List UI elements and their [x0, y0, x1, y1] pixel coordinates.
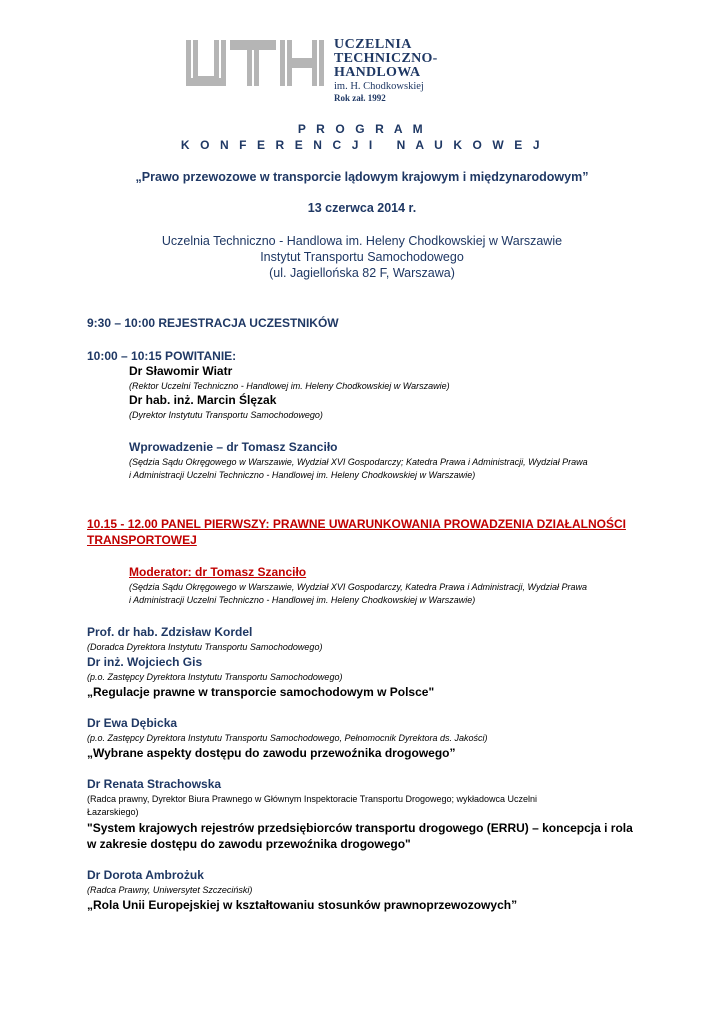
intro-role [129, 456, 588, 482]
talk-title: „Regulacje prawne w transporcie samochodowym w Polsce" [87, 685, 435, 699]
conference-name: „Prawo przewozowe w transporcie lądowym krajowym i międzynarodowym” [135, 170, 589, 184]
venue-line1: Uczelnia Techniczno - Handlowa im. Heleny Chodkowskiej w Warszawie [161, 234, 563, 248]
speaker-name: Dr hab. inż. Marcin Ślęzak [129, 393, 277, 407]
speaker-role: (Rektor Uczelni Techniczno - Handlowej im. Heleny Chodkowskiej w Warszawie) [129, 381, 450, 391]
logo-text [334, 38, 524, 104]
program-title [0, 121, 724, 153]
talk-title [87, 820, 633, 852]
speaker-name: Dr Renata Strachowska [87, 777, 222, 791]
speaker-role: (Dyrektor Instytutu Transportu Samochodowego) [129, 410, 323, 420]
moderator-role-line2: i Administracji Uczelni Techniczno - Handlowej im. Heleny Chodkowskiej w Warszawie) [129, 595, 476, 605]
panel1-heading [87, 516, 626, 548]
venue [0, 233, 724, 281]
speaker-role-line1: (Radca prawny, Dyrektor Biura Prawnego w Głównym Inspektoracie Transportu Drogowego; wykładowca Uczelni [87, 794, 538, 804]
intro-role-line1: (Sędzia Sądu Okręgowego w Warszawie, Wydział XVI Gospodarczy; Katedra Prawa i Administracji, Wydział Prawa [129, 457, 588, 467]
venue-line2: Instytut Transportu Samochodowego [260, 250, 464, 264]
registration-heading: 9:30 – 10:00 REJESTRACJA UCZESTNIKÓW [87, 316, 339, 330]
program-heading: P R O G R A M [297, 122, 427, 136]
speaker-name: Dr Sławomir Wiatr [129, 364, 233, 378]
conference-heading: K O N F E R E N C J I N A U K O W E J [180, 138, 544, 152]
speaker-role-line2: Łazarskiego) [87, 807, 139, 817]
talk-title: „Rola Unii Europejskiej w kształtowaniu stosunków prawnoprzewozowych” [87, 898, 518, 912]
speaker-role: (Doradca Dyrektora Instytutu Transportu Samochodowego) [87, 642, 323, 652]
logo-line4: Rok zał. 1992 [334, 93, 386, 103]
logo [184, 37, 524, 103]
panel1-heading-line1: 10.15 - 12.00 PANEL PIERWSZY: PRAWNE UWARUNKOWANIA PROWADZENIA DZIAŁALNOŚCI [87, 517, 626, 531]
intro-role-line2: i Administracji Uczelni Techniczno - Handlowej im. Heleny Chodkowskiej w Warszawie) [129, 470, 476, 480]
speaker-name: Dr Dorota Ambrożuk [87, 868, 204, 882]
uth-logo-icon [184, 38, 326, 88]
intro-name: Wprowadzenie – dr Tomasz Szanciło [129, 440, 338, 454]
logo-line2: TECHNICZNO-HANDLOWA [334, 51, 438, 80]
venue-line3: (ul. Jagiellońska 82 F, Warszawa) [269, 266, 455, 280]
moderator-name: Moderator: dr Tomasz Szanciło [129, 565, 307, 579]
speaker-role: (Radca Prawny, Uniwersytet Szczeciński) [87, 885, 253, 895]
talk-title-line2: w zakresie dostępu do zawodu przewoźnika drogowego" [87, 837, 411, 851]
logo-line3: im. H. Chodkowskiej [334, 81, 424, 92]
speaker-role [87, 793, 537, 819]
moderator-role [129, 581, 587, 607]
speaker-role: (p.o. Zastępcy Dyrektora Instytutu Transportu Samochodowego) [87, 672, 343, 682]
panel1-heading-line2: TRANSPORTOWEJ [87, 533, 197, 547]
speaker-name: Prof. dr hab. Zdzisław Kordel [87, 625, 253, 639]
speaker-role: (p.o. Zastępcy Dyrektora Instytutu Transportu Samochodowego, Pełnomocnik Dyrektora ds. Jakości) [87, 733, 488, 743]
welcome-heading: 10:00 – 10:15 POWITANIE: [87, 349, 237, 363]
speaker-name: Dr inż. Wojciech Gis [87, 655, 203, 669]
talk-title: „Wybrane aspekty dostępu do zawodu przewoźnika drogowego” [87, 746, 456, 760]
logo-line1: UCZELNIA [334, 37, 412, 52]
speaker-name: Dr Ewa Dębicka [87, 716, 178, 730]
talk-title-line1: "System krajowych rejestrów przedsiębiorców transportu drogowego (ERRU) – koncepcja i rola [87, 821, 633, 835]
moderator-role-line1: (Sędzia Sądu Okręgowego w Warszawie, Wydział XVI Gospodarczy, Katedra Prawa i Administracji, Wydział Prawa [129, 582, 588, 592]
conference-date: 13 czerwca 2014 r. [307, 201, 417, 215]
